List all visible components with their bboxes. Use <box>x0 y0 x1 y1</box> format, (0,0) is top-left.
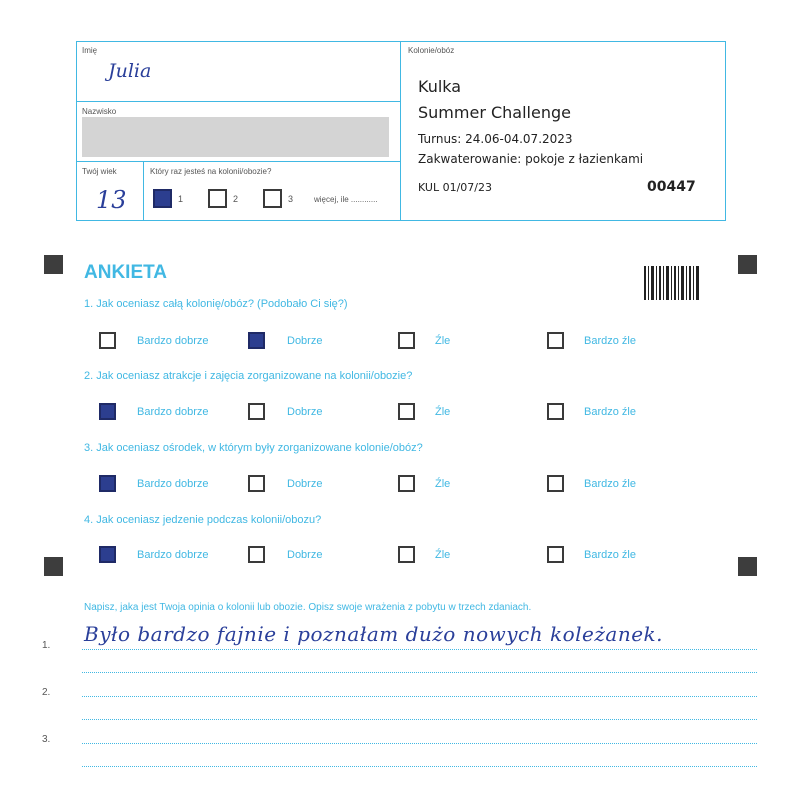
age-label: Twój wiek <box>82 167 117 176</box>
q4-checkbox-dobrze[interactable] <box>248 546 265 563</box>
times-option-1: 1 <box>178 194 184 204</box>
q2-label-bardzo-zle: Bardzo źle <box>584 406 636 418</box>
barcode-icon <box>644 266 700 300</box>
q3-checkbox-bardzo-dobrze[interactable] <box>99 475 116 492</box>
opinion-line-2b <box>82 719 757 720</box>
question-1: 1. Jak oceniasz całą kolonię/obóz? (Podobało Ci się?) <box>84 298 348 310</box>
q4-label-zle: Źle <box>435 549 451 561</box>
survey-title: ANKIETA <box>84 262 168 283</box>
opinion-answer-line-1[interactable]: Było bardzo fajnie i poznałam dużo nowych koleżanek. <box>84 622 664 646</box>
registration-marker-top-left <box>44 255 63 274</box>
turnus: Turnus: 24.06-04.07.2023 <box>418 132 573 146</box>
opinion-prompt: Napisz, jaka jest Twoja opinia o kolonii lub obozie. Opisz swoje wrażenia z pobytu w trzech zdaniach. <box>84 602 532 613</box>
q1-checkbox-bardzo-zle[interactable] <box>547 332 564 349</box>
camp-name-line2: Summer Challenge <box>418 103 571 122</box>
line-number-2: 2. <box>42 687 51 698</box>
question-4: 4. Jak oceniasz jedzenie podczas kolonii/obozu? <box>84 514 322 526</box>
q3-label-bardzo-dobrze: Bardzo dobrze <box>137 478 209 490</box>
surname-redaction <box>82 117 389 157</box>
camp-code: KUL 01/07/23 <box>418 181 492 194</box>
header-divider-age <box>143 161 144 221</box>
q4-checkbox-zle[interactable] <box>398 546 415 563</box>
times-option-2: 2 <box>233 194 239 204</box>
q2-checkbox-dobrze[interactable] <box>248 403 265 420</box>
registration-marker-bottom-right <box>738 557 757 576</box>
q4-label-bardzo-dobrze: Bardzo dobrze <box>137 549 209 561</box>
q2-checkbox-bardzo-zle[interactable] <box>547 403 564 420</box>
q1-label-bardzo-dobrze: Bardzo dobrze <box>137 335 209 347</box>
accommodation: Zakwaterowanie: pokoje z łazienkami <box>418 152 644 166</box>
q3-checkbox-dobrze[interactable] <box>248 475 265 492</box>
q3-label-bardzo-zle: Bardzo źle <box>584 478 636 490</box>
opinion-line-3 <box>82 743 757 744</box>
q3-checkbox-zle[interactable] <box>398 475 415 492</box>
age-value[interactable]: 13 <box>96 186 127 214</box>
form-number: 00447 <box>647 179 696 195</box>
q4-checkbox-bardzo-zle[interactable] <box>547 546 564 563</box>
q1-checkbox-bardzo-dobrze[interactable] <box>99 332 116 349</box>
line-number-3: 3. <box>42 734 51 745</box>
opinion-line-1 <box>82 649 757 650</box>
q1-label-bardzo-zle: Bardzo źle <box>584 335 636 347</box>
q2-checkbox-bardzo-dobrze[interactable] <box>99 403 116 420</box>
camp-name-line1: Kulka <box>418 77 462 96</box>
times-checkbox-1[interactable] <box>153 189 172 208</box>
q1-label-dobrze: Dobrze <box>287 335 323 347</box>
opinion-line-2 <box>82 696 757 697</box>
registration-marker-top-right <box>738 255 757 274</box>
q2-label-zle: Źle <box>435 406 451 418</box>
q3-label-dobrze: Dobrze <box>287 478 323 490</box>
q3-label-zle: Źle <box>435 478 451 490</box>
times-label: Który raz jesteś na kolonii/obozie? <box>150 167 272 176</box>
times-option-3: 3 <box>288 194 294 204</box>
q4-label-dobrze: Dobrze <box>287 549 323 561</box>
q3-checkbox-bardzo-zle[interactable] <box>547 475 564 492</box>
opinion-line-3b <box>82 766 757 767</box>
name-value[interactable]: Julia <box>108 60 152 82</box>
q2-label-bardzo-dobrze: Bardzo dobrze <box>137 406 209 418</box>
q2-label-dobrze: Dobrze <box>287 406 323 418</box>
opinion-line-1b <box>82 672 757 673</box>
line-number-1: 1. <box>42 640 51 651</box>
times-checkbox-2[interactable] <box>208 189 227 208</box>
q4-label-bardzo-zle: Bardzo źle <box>584 549 636 561</box>
camp-label: Kolonie/obóz <box>408 46 455 55</box>
question-3: 3. Jak oceniasz ośrodek, w którym były zorganizowane kolonie/obóz? <box>84 442 423 454</box>
registration-marker-bottom-left <box>44 557 63 576</box>
q1-checkbox-dobrze[interactable] <box>248 332 265 349</box>
header-divider-vertical <box>400 41 401 221</box>
times-more: więcej, ile ............ <box>314 195 378 204</box>
q2-checkbox-zle[interactable] <box>398 403 415 420</box>
q4-checkbox-bardzo-dobrze[interactable] <box>99 546 116 563</box>
header-divider-surname <box>76 161 400 162</box>
question-2: 2. Jak oceniasz atrakcje i zajęcia zorganizowane na kolonii/obozie? <box>84 370 413 382</box>
q1-label-zle: Źle <box>435 335 451 347</box>
surname-label: Nazwisko <box>82 107 117 116</box>
header-divider-name <box>76 101 400 102</box>
times-checkbox-3[interactable] <box>263 189 282 208</box>
name-label: Imię <box>82 46 98 55</box>
q1-checkbox-zle[interactable] <box>398 332 415 349</box>
